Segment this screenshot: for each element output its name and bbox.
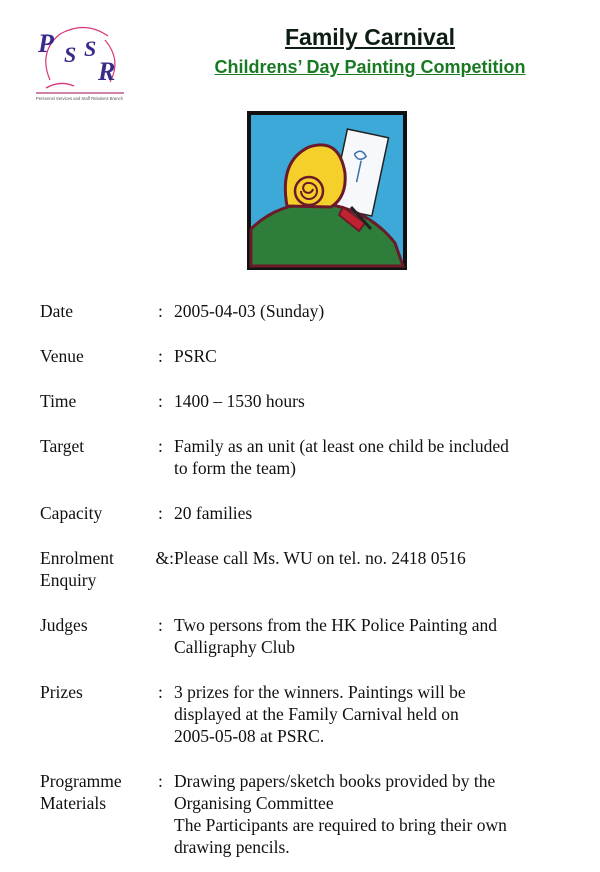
date-separator: : [158, 301, 163, 321]
enrolment-value: Please call Ms. WU on tel. no. 2418 0516 [174, 548, 466, 568]
detail-time [40, 390, 570, 412]
prizes-label: Prizes [40, 682, 83, 702]
svg-text:R: R [98, 57, 116, 86]
capacity-separator: : [158, 503, 163, 523]
detail-date [40, 300, 570, 322]
detail-target [40, 435, 570, 479]
painting-illustration [247, 111, 407, 270]
enrolment-separator: &: [155, 548, 174, 568]
detail-capacity [40, 502, 570, 524]
venue-label: Venue [40, 346, 84, 366]
detail-materials [40, 770, 570, 858]
venue-separator: : [158, 346, 163, 366]
page-title: Family Carnival [284, 24, 456, 50]
svg-text:S: S [84, 36, 97, 61]
judges-value: Two persons from the HK Police Painting and Calligraphy Club [174, 615, 497, 657]
target-value: Family as an unit (at least one child be included to form the team) [174, 436, 509, 478]
time-value: 1400 – 1530 hours [174, 391, 305, 411]
materials-label: Programme Materials [40, 771, 122, 813]
target-separator: : [158, 436, 163, 456]
pssr-logo [30, 22, 130, 102]
page-subtitle: Childrens’ Day Painting Competition [214, 57, 526, 77]
capacity-label: Capacity [40, 503, 103, 523]
prizes-value: 3 prizes for the winners. Paintings will be displayed at the Family Carnival held on 2005-05-08 at PSRC. [174, 682, 466, 746]
materials-value: Drawing papers/sketch books provided by the Organising Committee The Participants are required to bring their own drawing pencils. [174, 771, 507, 857]
date-value: 2005-04-03 (Sunday) [174, 301, 325, 321]
logo-caption: Personnel Services and Staff Relations Branch [36, 96, 123, 101]
materials-separator: : [158, 771, 163, 791]
judges-separator: : [158, 615, 163, 635]
capacity-value: 20 families [174, 503, 253, 523]
pssr-logo-graphic [30, 22, 130, 102]
event-details [40, 300, 570, 858]
venue-value: PSRC [174, 346, 217, 366]
judges-label: Judges [40, 615, 88, 635]
time-label: Time [40, 391, 77, 411]
time-separator: : [158, 391, 163, 411]
detail-enrolment [40, 547, 570, 591]
detail-judges [40, 614, 570, 658]
detail-venue [40, 345, 570, 367]
date-label: Date [40, 301, 74, 321]
prizes-separator: : [158, 682, 163, 702]
target-label: Target [40, 436, 85, 456]
svg-text:P: P [38, 29, 54, 58]
svg-text:S: S [64, 42, 77, 67]
detail-prizes [40, 681, 570, 747]
enrolment-label: Enrolment Enquiry [40, 548, 114, 590]
